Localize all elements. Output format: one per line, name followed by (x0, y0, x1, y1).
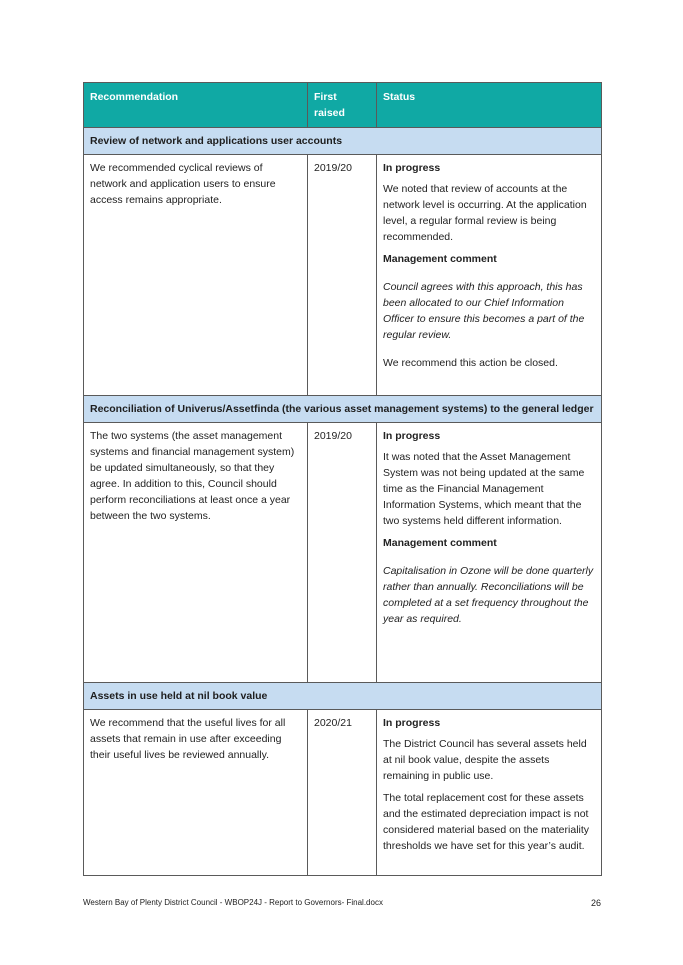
status-text: It was noted that the Asset Management System was not being updated at the same time as the Financial Management Information Systems, which meant that the two systems held different information. (383, 451, 585, 527)
closing-recommendation: We recommend this action be closed. (383, 357, 558, 369)
first-raised-cell: 2019/20 (308, 423, 377, 683)
management-comment: Capitalisation in Ozone will be done quarterly rather than annually. Reconciliations will be completed at a set frequency throughout the year as required. (383, 565, 594, 625)
page-footer (83, 898, 601, 908)
section-title: Review of network and applications user accounts (84, 128, 602, 155)
first-raised-cell: 2020/21 (308, 710, 377, 876)
recommendations-table (83, 82, 602, 876)
table-header-row (84, 83, 602, 128)
status-text-2: The total replacement cost for these assets and the estimated depreciation impact is not considered material based on the materiality thresholds we have set for this year’s audit. (383, 792, 590, 852)
recommendation-cell: The two systems (the asset management systems and financial management system) be updated simultaneously, so that they agree. In addition to this, Council should perform reconciliations at least once a year between the two systems. (84, 423, 308, 683)
status-cell (377, 423, 602, 683)
table-row (84, 423, 602, 683)
recommendation-cell: We recommend that the useful lives for all assets that remain in use after exceeding their useful lives be reviewed annually. (84, 710, 308, 876)
section-title-row (84, 128, 602, 155)
recommendation-cell: We recommended cyclical reviews of network and application users to ensure access remains appropriate. (84, 155, 308, 396)
management-comment-label: Management comment (383, 253, 497, 265)
header-first-raised: First raised (308, 83, 377, 128)
footer-document-name: Western Bay of Plenty District Council - WBOP24J - Report to Governors- Final.docx (83, 898, 383, 907)
section-title-row (84, 396, 602, 423)
status-heading: In progress (383, 717, 441, 729)
section-title-row (84, 683, 602, 710)
first-raised-cell: 2019/20 (308, 155, 377, 396)
management-comment-label: Management comment (383, 537, 497, 549)
header-recommendation: Recommendation (84, 83, 308, 128)
table-row (84, 710, 602, 876)
status-heading: In progress (383, 162, 441, 174)
status-text: The District Council has several assets held at nil book value, despite the assets remaining in public use. (383, 738, 587, 782)
status-cell (377, 155, 602, 396)
status-heading: In progress (383, 430, 441, 442)
page-number: 26 (590, 898, 601, 908)
table-row (84, 155, 602, 396)
status-text: We noted that review of accounts at the network level is occurring. At the application level, a regular formal review is being recommended. (383, 183, 587, 243)
management-comment: Council agrees with this approach, this has been allocated to our Chief Information Officer to ensure this becomes a part of the regular review. (383, 281, 585, 341)
header-status: Status (377, 83, 602, 128)
status-cell (377, 710, 602, 876)
section-title: Reconciliation of Univerus/Assetfinda (the various asset management systems) to the general ledger (84, 396, 602, 423)
section-title: Assets in use held at nil book value (84, 683, 602, 710)
